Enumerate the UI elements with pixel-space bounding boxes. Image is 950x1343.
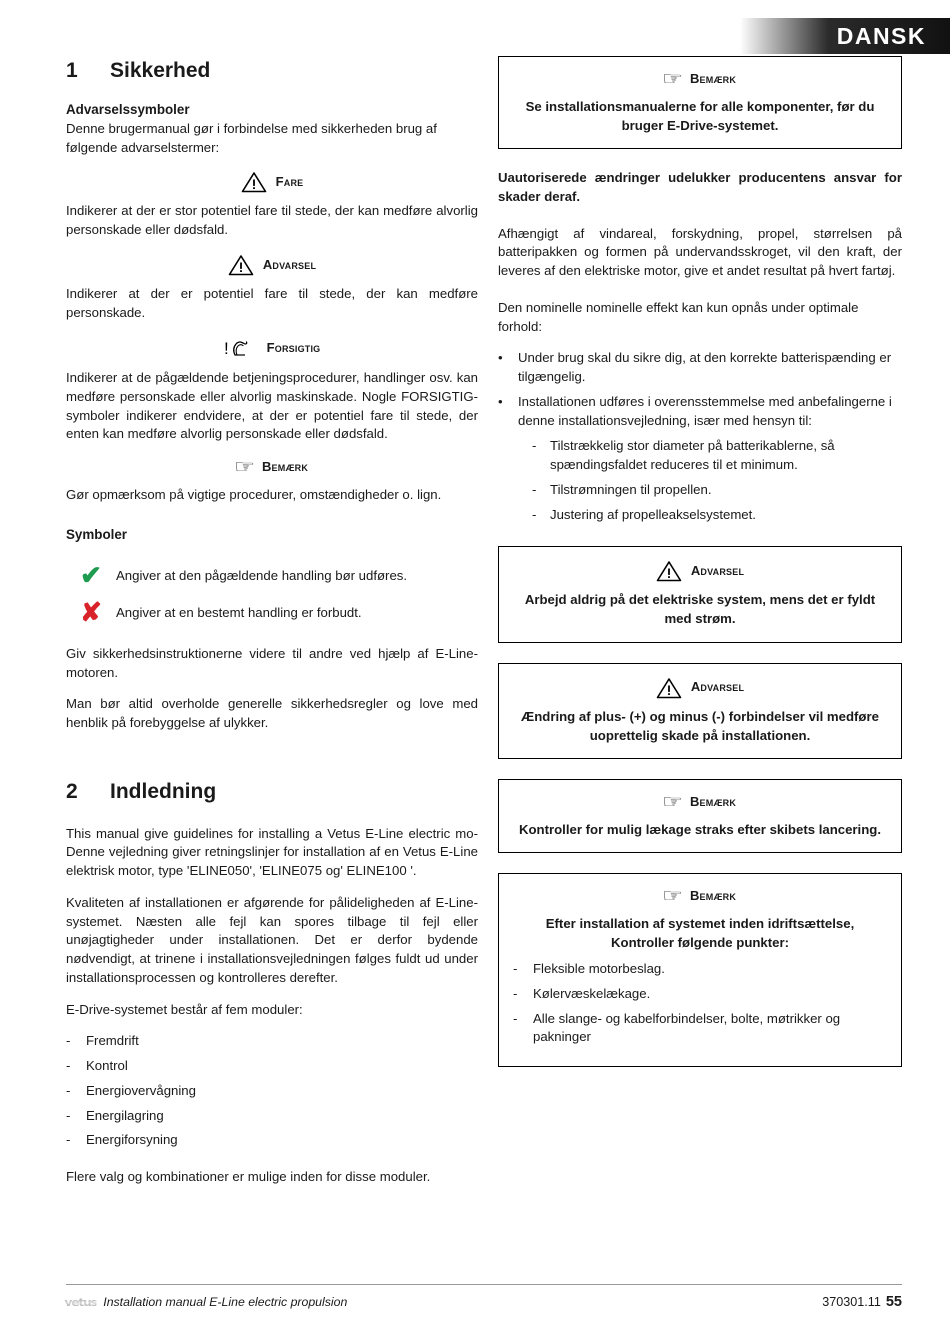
cross-mark-icon: ✘	[80, 596, 102, 627]
box-term-label: Advarsel	[690, 563, 745, 579]
list-item	[513, 1010, 887, 1047]
pointing-hand-icon: ☞	[661, 791, 684, 813]
note-box-checklist	[498, 873, 902, 1067]
box-term-heading	[513, 793, 887, 812]
bullet-marker: •	[498, 350, 503, 366]
paragraph-advarselssymboler-intro: Denne brugermanual gør i forbindelse med sikkerheden brug af følgende advarselstermer:	[66, 120, 437, 155]
list-item-label: Fremdrift	[86, 1033, 139, 1049]
check-mark-icon: ✔	[80, 559, 102, 590]
dash-marker: -	[532, 438, 537, 454]
paragraph-pass-on: Giv sikkerhedsinstruktionerne videre til andre ved hjælp af E-Line-motoren.	[66, 645, 478, 680]
document-number: 370301.11	[822, 1295, 881, 1310]
box-term-label: Advarsel	[690, 679, 745, 695]
conditions-sublist	[532, 437, 902, 524]
list-item	[513, 960, 887, 979]
box-term-label: Bemærk	[689, 888, 737, 904]
list-item	[532, 437, 902, 474]
paragraph-depends: Afhængigt af vindareal, forskydning, propel, størrelsen på batteripakken og formen på undervandsskroget, vil den kraft, der leveres af den elektriske motor, give et andet resultat på hvert fartøj.	[498, 225, 902, 279]
box-term-heading	[513, 70, 887, 89]
list-item-label: Fleksible motorbeslag.	[533, 961, 665, 977]
subheading-symboler: Symboler	[66, 526, 128, 542]
paragraph-advarsel: Indikerer at der er potentiel fare til stede, der kan medføre personskade.	[66, 285, 478, 320]
box-term-heading	[513, 887, 887, 906]
term-label-fare: Fare	[275, 174, 304, 190]
footer-right	[822, 1292, 902, 1313]
section-heading-sikkerhed	[66, 56, 478, 86]
list-item	[532, 506, 902, 525]
dash-marker: -	[513, 961, 518, 977]
paragraph-fare: Indikerer at der er stor potentiel fare til stede, der kan medføre alvorlig personskade eller dødsfald.	[66, 203, 478, 238]
subheading-advarselssymboler: Advarselssymboler	[66, 101, 190, 117]
page-footer	[66, 1284, 902, 1313]
dash-marker: -	[66, 1082, 71, 1098]
box-text: Efter installation af systemet inden idriftsættelse, Kontroller følgende punkter:	[545, 916, 855, 951]
checklist	[513, 960, 887, 1047]
term-label-forsigtig: Forsigtig	[266, 340, 321, 356]
box-text: Ændring af plus- (+) og minus (-) forbindelser vil medføre uoprettelig skade på installationen.	[521, 708, 879, 743]
paragraph-intro-2: Kvaliteten af installationen er afgørende for pålideligheden af E-Line-systemet. Næsten alle fejl kan spores tilbage til fejl eller unøjagtigheder under installationen. Det er derfor bydende nødvendigt, at trinene i installationsvejledningen følges fuldt ud under installationsprocessen og kontrolleres derefter.	[66, 894, 478, 985]
term-label-bemaerk: Bemærk	[261, 459, 309, 475]
warning-triangle-icon	[228, 254, 254, 276]
pointing-hand-icon: ☞	[661, 886, 684, 907]
list-item-label: Alle slange- og kabelforbindelser, bolte, møtrikker og pakninger	[533, 1010, 841, 1045]
paragraph-nominal: Den nominelle nominelle effekt kan kun opnås under optimale forhold:	[498, 299, 859, 334]
paragraph-bemaerk: Gør opmærksom på vigtige procedurer, omstændigheder o. lign.	[66, 487, 442, 503]
symbol-description-check: Angiver at den pågældende handling bør udføres.	[116, 567, 408, 583]
list-item-label: Installationen udføres i overensstemmelse med anbefalingerne i denne installationsvejledning, især med hensyn til:	[518, 393, 892, 428]
list-item-label: Energilagring	[86, 1107, 164, 1123]
language-tab	[740, 18, 950, 54]
warning-box-polarity	[498, 663, 902, 759]
warning-triangle-icon	[656, 560, 682, 582]
box-text: Kontroller for mulig lækage straks efter skibets lancering.	[518, 821, 882, 837]
term-heading-advarsel	[66, 254, 478, 276]
pointing-hand-icon: ☞	[661, 69, 684, 90]
list-item-label: Tilstrækkelig stor diameter på batterikablerne, så spændingsfaldet reduceres til et minimum.	[550, 438, 835, 473]
dash-marker: -	[532, 506, 537, 522]
vetus-logo: vetus	[64, 1295, 97, 1309]
list-item	[66, 1082, 478, 1101]
list-item	[66, 1107, 478, 1126]
section-title: Indledning	[110, 779, 217, 803]
list-item-label: Energiovervågning	[86, 1082, 196, 1098]
box-term-heading	[513, 677, 887, 699]
note-box-leakage	[498, 779, 902, 853]
list-item	[66, 1057, 478, 1076]
list-item	[498, 393, 902, 430]
list-item-label: Justering af propelleakselsystemet.	[550, 506, 756, 522]
term-heading-bemaerk	[66, 458, 478, 477]
paragraph-modules-intro: E-Drive-systemet består af fem moduler:	[66, 1001, 303, 1017]
warning-triangle-icon	[241, 171, 267, 193]
note-box-components	[498, 56, 902, 149]
section-title: Sikkerhed	[110, 59, 211, 82]
dash-marker: -	[66, 1107, 71, 1123]
language-label: DANSK	[836, 22, 926, 49]
list-item	[532, 481, 902, 500]
symbol-row-cross	[66, 596, 478, 627]
footer-title: Installation manual E-Line electric propulsion	[103, 1294, 348, 1309]
left-column	[66, 56, 478, 1200]
paragraph-forsigtig: Indikerer at de pågældende betjeningsprocedurer, handlinger osv. kan medføre personskade eller alvorlig maskinskade. Nogle FORSIGTIG-symboler indikerer endvidere, at der er potentiel fare til stede, der enten kan medføre alvorlig personskade eller dødsfald.	[66, 370, 478, 442]
dash-marker: -	[66, 1058, 71, 1074]
box-term-label: Bemærk	[689, 71, 737, 87]
term-label-advarsel: Advarsel	[262, 256, 317, 272]
term-heading-forsigtig	[66, 336, 478, 360]
symbol-row-check	[66, 559, 478, 590]
list-item	[498, 349, 902, 386]
list-item-label: Kølervæskelækage.	[533, 986, 651, 1002]
page-body	[0, 56, 950, 1263]
warning-box-electrical-system	[498, 546, 902, 642]
section-number: 1	[66, 59, 78, 82]
svg-text:!: !	[223, 339, 229, 359]
term-heading-fare	[66, 171, 478, 193]
list-item	[513, 985, 887, 1004]
bullet-marker: •	[498, 393, 503, 409]
list-item-label: Under brug skal du sikre dig, at den korrekte batterispænding er tilgængelig.	[518, 350, 892, 385]
pointing-hand-icon: ☞	[233, 457, 256, 479]
section-heading-indledning	[66, 777, 478, 807]
modules-list	[66, 1032, 478, 1150]
box-term-label: Bemærk	[689, 794, 737, 810]
dash-marker: -	[513, 986, 518, 1002]
right-column	[498, 56, 902, 1087]
page-number: 55	[885, 1294, 902, 1311]
box-text: Arbejd aldrig på det elektriske system, mens det er fyldt med strøm.	[524, 592, 876, 627]
box-term-heading	[513, 560, 887, 582]
list-item	[66, 1131, 478, 1150]
symbol-description-cross: Angiver at en bestemt handling er forbudt.	[116, 604, 362, 620]
dash-marker: -	[66, 1132, 71, 1148]
paragraph-modules-outro: Flere valg og kombinationer er mulige inden for disse moduler.	[66, 1168, 431, 1184]
dash-marker: -	[532, 481, 537, 497]
dash-marker: -	[513, 1010, 518, 1026]
section-number: 2	[66, 779, 78, 803]
dash-marker: -	[66, 1033, 71, 1049]
list-item-label: Energiforsyning	[86, 1132, 178, 1148]
conditions-list	[498, 349, 902, 430]
box-text: Se installationsmanualerne for alle komponenter, før du bruger E-Drive-systemet.	[525, 99, 875, 134]
list-item-label: Tilstrømningen til propellen.	[550, 481, 712, 497]
list-item	[66, 1032, 478, 1051]
warning-triangle-icon	[656, 677, 682, 699]
paragraph-intro-1: This manual give guidelines for installing a Vetus E-Line electric mo- Denne vejledning giver retningslinjer for installation af en Vetus E-Line elektrisk motor, type 'ELINE050', 'ELINE075 og' ELINE100 '.	[66, 825, 478, 879]
paragraph-unauthorized: Uautoriserede ændringer udelukker producentens ansvar for skader deraf.	[498, 170, 902, 205]
footer-left	[66, 1294, 347, 1311]
caution-hand-icon	[224, 336, 258, 360]
paragraph-general-rules: Man bør altid overholde generelle sikkerhedsregler og love med henblik på forebyggelse af ulykker.	[66, 696, 478, 731]
list-item-label: Kontrol	[86, 1058, 128, 1074]
